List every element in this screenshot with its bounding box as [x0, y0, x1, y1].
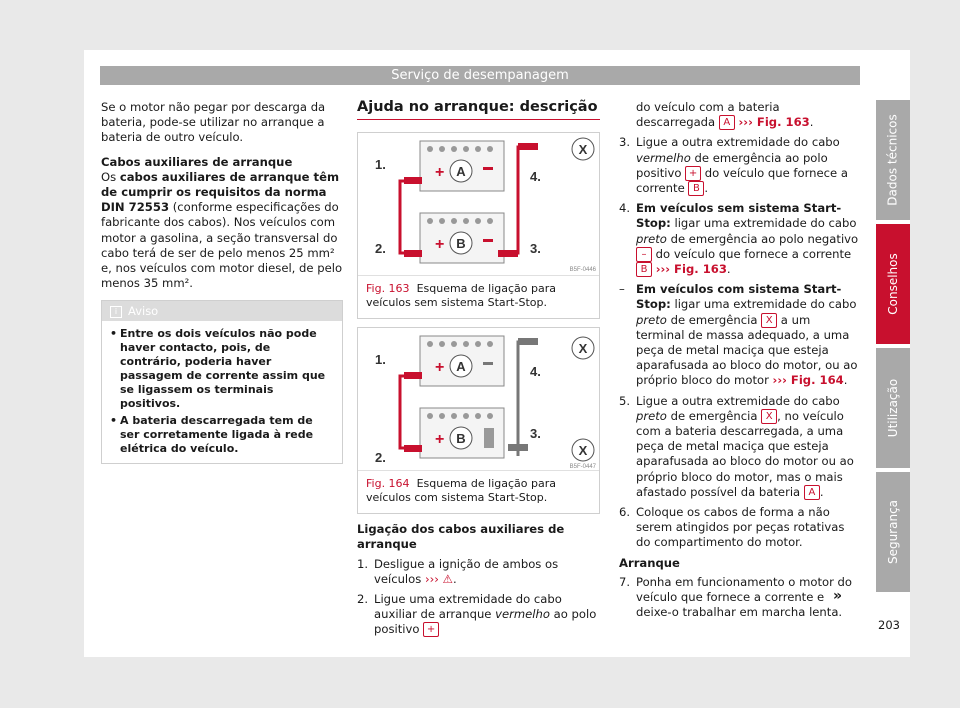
step-label-4: 4. [530, 169, 541, 185]
step-1: 1. Desligue a ignição de ambos os veículos ››› ⚠. [357, 556, 559, 586]
figure-code: B5F-0447 [569, 464, 596, 471]
step-label-3: 3. [530, 426, 541, 442]
figure-164-caption: Fig. 164 Esquema de ligação para veículos com sistema Start-Stop. [366, 477, 557, 505]
figure-163-link[interactable]: ››› Fig. 163 [738, 115, 810, 130]
ground-x-label: X [578, 142, 588, 158]
battery-a-label: A [456, 359, 466, 375]
warning-item: • A bateria descarregada tem de ser corretamente ligada à rede elétrica do veículo. [110, 414, 314, 456]
figure-164-link[interactable]: ››› Fig. 164 [772, 373, 844, 388]
step-2-continued: do veículo com a bateria descarregada A ››› Fig. 163. [636, 100, 814, 130]
negative-pole-badge: – [636, 247, 652, 262]
warning-header [102, 301, 342, 321]
positive-pole-badge: + [423, 622, 439, 637]
warning-triangle-icon: ⚠ [442, 571, 453, 586]
section-title: Ajuda no arranque: descrição [357, 100, 600, 120]
sidebar-tab-utilizacao[interactable]: Utilização [876, 348, 910, 468]
battery-b-label: B [456, 236, 466, 252]
step-4: 4. Em veículos sem sistema Start-Stop: ligar uma extremidade do cabo preto de emergência ao polo negativo – do veículo que fornece a corrente B ››› Fig. 163. [619, 201, 859, 277]
cables-title: Cabos auxiliares de arranque [101, 154, 293, 169]
step-label-2: 2. [375, 241, 386, 257]
step-label-1: 1. [375, 157, 386, 173]
sidebar-tab-seguranca[interactable]: Segurança [876, 472, 910, 592]
step-label-4: 4. [530, 364, 541, 380]
sidebar-tab-conselhos[interactable]: Conselhos [876, 224, 910, 344]
start-title: Arranque [619, 555, 680, 570]
step-2: 2. Ligue uma extremidade do cabo auxiliar de arranque vermelho ao polo positivo + [357, 592, 597, 637]
svg-text:+: + [435, 431, 445, 449]
step-label-2: 2. [375, 450, 386, 466]
ground-x-label: X [578, 341, 588, 357]
step-3: 3. Ligue a outra extremidade do cabo vermelho de emergência ao polo positivo + do veículo que fornece a corrente B . [619, 135, 848, 196]
step-5: 5. Ligue a outra extremidade do cabo preto de emergência X , no veículo com a bateria descarregada, a uma peça de metal maciça que esteja aparafusada ao bloco do motor ou ao próprio bloco do motor, mas o mais afastado possível da bateria A . [619, 393, 854, 499]
column-middle [357, 100, 600, 643]
step-label-1: 1. [375, 352, 386, 368]
battery-b-badge: B [636, 262, 652, 277]
battery-a-badge: A [804, 485, 820, 500]
ground-x-label-2: X [578, 443, 588, 459]
cables-connection-title: Ligação dos cabos auxiliares de arranque [357, 522, 565, 552]
ground-x-badge: X [761, 409, 777, 424]
warning-box [101, 300, 343, 464]
warning-title: Aviso [128, 304, 159, 319]
figure-163-caption: Fig. 163 Esquema de ligação para veículos sem sistema Start-Stop. [366, 282, 557, 310]
sidebar-tab-dados-tecnicos[interactable]: Dados técnicos [876, 100, 910, 220]
battery-a-label: A [456, 164, 466, 180]
positive-pole-badge: + [685, 166, 701, 181]
battery-a-badge: A [719, 115, 735, 130]
step-dash: – Em veículos com sistema Start-Stop: ligar uma extremidade do cabo preto de emergência X a um terminal de massa adequado, a uma peça de metal maciça que esteja aparafusada ao bloco do motor, ou ao próprio bloco do motor ››› Fig. 164. [619, 282, 858, 388]
figure-164-diagram [358, 328, 599, 471]
step-label-3: 3. [530, 241, 541, 257]
figure-code: B5F-0446 [569, 267, 596, 274]
intro-paragraph: Se o motor não pegar por descarga da bateria, pode-se utilizar no arranque a bateria de outro veículo. [101, 100, 326, 145]
figure-164 [357, 327, 600, 514]
column-left [101, 100, 343, 464]
warning-body [102, 321, 342, 463]
page-header: Serviço de desempanagem [100, 66, 860, 85]
svg-text:+: + [435, 236, 445, 254]
figure-163 [357, 132, 600, 319]
figure-163-diagram [358, 133, 599, 276]
figure-163-link[interactable]: ››› Fig. 163 [655, 262, 727, 277]
battery-b-label: B [456, 431, 466, 447]
continue-arrow-icon: » [833, 588, 843, 604]
ground-x-badge: X [761, 313, 777, 328]
cables-paragraph: Os cabos auxiliares de arranque têm de cumprir os requisitos da norma DIN 72553 (conforme especificações do fabricante dos cabos). Nos veículos com motor a gasolina, a seção transversal do cabo terá de ser de pelo menos 25 mm² e, nos veículos com motor diesel, de pelo menos 35 mm². [101, 169, 343, 291]
svg-text:+: + [435, 359, 445, 377]
warning-item: • Entre os dois veículos não pode haver contacto, pois, de contrário, poderia haver passagem de corrente assim que se ligassem os terminais positivos. [110, 327, 326, 411]
page-number: 203 [878, 618, 900, 632]
step-7: 7. Ponha em funcionamento o motor do veículo que fornece a corrente e deixe-o trabalhar em marcha lenta. [619, 574, 852, 620]
column-right [619, 100, 859, 626]
battery-b-badge: B [688, 181, 704, 196]
warning-reference[interactable]: ››› [424, 571, 439, 586]
step-6: 6. Coloque os cabos de forma a não serem atingidos por peças rotativas do compartimento do motor. [619, 505, 845, 550]
info-icon: i [110, 306, 122, 318]
svg-text:+: + [435, 164, 445, 182]
